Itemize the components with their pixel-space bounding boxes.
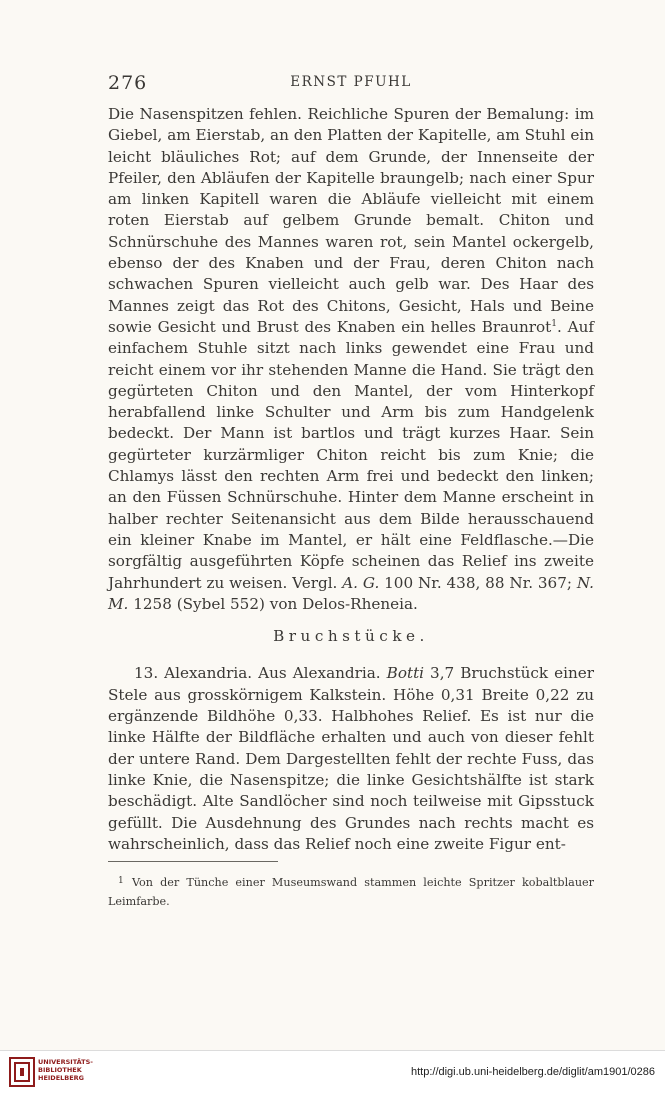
body-text — [108, 104, 594, 855]
footnote-divider — [108, 861, 278, 862]
paragraph-stele-description: Die Nasenspitzen fehlen. Reichliche Spuren der Bemalung: im Giebel, am Eierstab, an den Platten der Kapitelle, am Stuhl ein leicht bläuliches Rot; auf dem Grunde, der Innenseite der Pfeiler, den Abläufen der Kapitelle braungelb; nach einer Spur am linken Kapitell waren die Abläufe vielleicht mit einem roten Eierstab auf gelbem Grunde bemalt. Chiton und Schnürschuhe des Mannes waren rot, sein Mantel ockergelb, ebenso der des Knaben und der Frau, deren Chiton nach schwachen Spuren vielleicht auch gelb war. Des Haar des Mannes zeigt das Rot des Chitons, Gesicht, Hals und Beine sowie Gesicht und Brust des Knaben ein helles Braunrot$^1$. Auf einfachem Stuhle sitzt nach links gewendet eine Frau und reicht einem vor ihr stehenden Manne die Hand. Sie trägt den gegürteten Chiton und den Mantel, der vom Hinterkopf herabfallend linke Schulter und Arm bis zum Handgelenk bedeckt. Der Mann ist bartlos und trägt kurzes Haar. Sein gegürteter kurzärmliger Chiton reicht bis zum Knie; die Chlamys lässt den rechten Arm frei und bedeckt den linken; an den Füssen Schnürschuhe. Hinter dem Manne erscheint in halber rechter Seitenansicht aus dem Bilde herausschauend ein kleiner Knabe im Mantel, er hält eine Feldflasche.—Die sorgfältig ausgeführten Köpfe scheinen das Relief ins zweite Jahrhundert zu weisen. Vergl. A. G. 100 Nr. 438, 88 Nr. 367; N. M. 1258 (Sybel 552) von Delos-Rheneia. — [108, 105, 594, 613]
section-title: Bruchstücke. — [273, 627, 429, 646]
running-head: ERNST PFUHL — [290, 74, 412, 90]
page-number: 276 — [108, 72, 148, 94]
paragraph-alexandria: 13. Alexandria. Aus Alexandria. Botti 3,7 Bruchstück einer Stele aus grosskörnigem Kalkstein. Höhe 0,31 Breite 0,22 zu ergänzende Bildhöhe 0,33. Halbhohes Relief. Es ist nur die linke Hälfte der Bildfläche erhalten und auch von dieser fehlt der untere Rand. Dem Dargestellten fehlt der rechte Fuss, das linke Knie, die Nasenspitze; die linke Gesichtshälfte ist stark beschädigt. Alte Sandlöcher sind noch teilweise mit Gipsstuck gefüllt. Die Ausdehnung des Grundes nach rechts macht es wahrscheinlich, dass das Relief noch eine zweite Figur ent- — [108, 664, 594, 853]
footnote-reference[interactable]: 1 — [551, 318, 557, 329]
page-header — [108, 72, 594, 96]
footnote: 1 Von der Tünche einer Museumswand stammen leichte Spritzer kobaltblauer Leimfarbe. — [108, 876, 594, 908]
source-url-link[interactable]: http://digi.ub.uni-heidelberg.de/diglit/am1901/0286 — [410, 1066, 655, 1078]
library-name: UNIVERSITÄTS- BIBLIOTHEK HEIDELBERG — [38, 1058, 93, 1082]
footnote-text: Von der Tünche einer Museumswand stammen leichte Spritzer kobaltblauer Leimfarbe. — [108, 876, 594, 908]
library-logo-icon[interactable] — [8, 1055, 38, 1089]
viewer-footer — [0, 1050, 665, 1094]
